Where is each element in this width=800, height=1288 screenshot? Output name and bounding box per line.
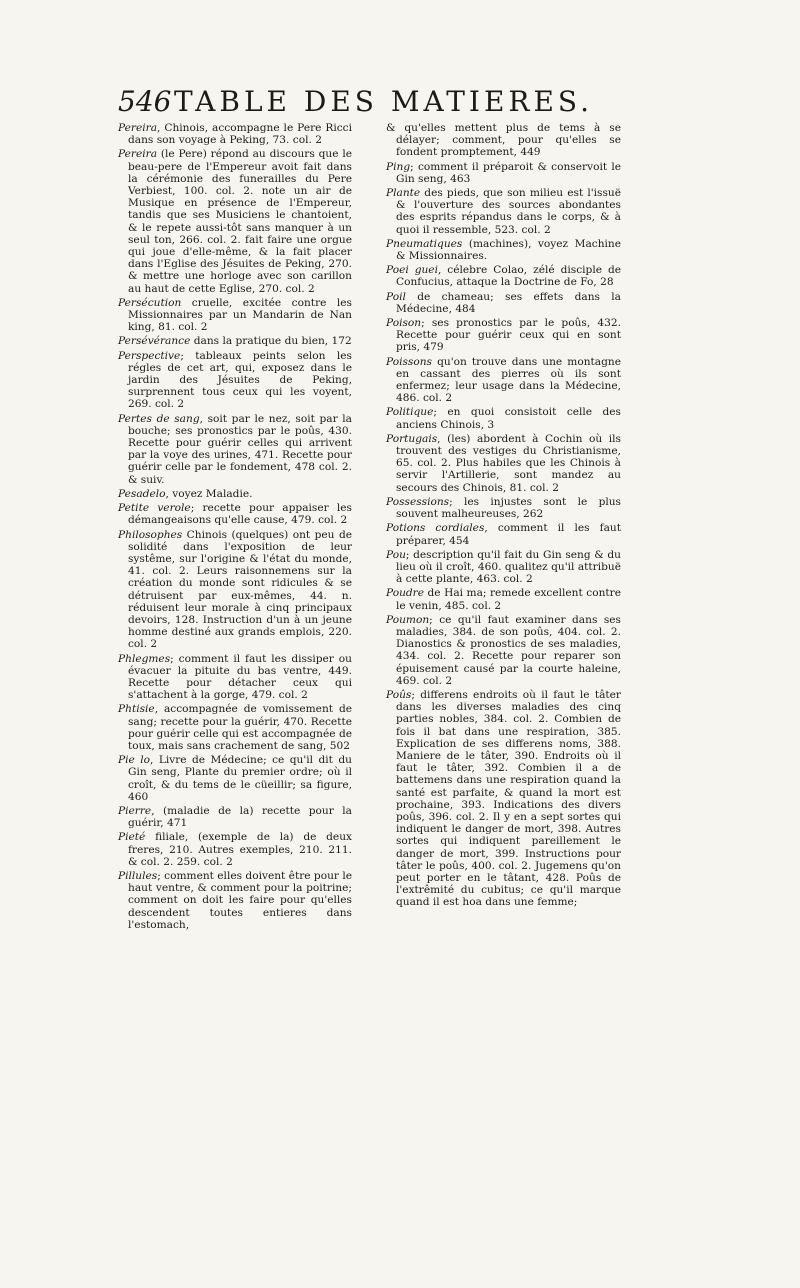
entry-text: de Hai ma; remede excellent contre le venin, 485. col. 2 [396, 587, 621, 612]
page-header [118, 82, 798, 122]
index-entry [386, 549, 621, 586]
entry-text: , accompagnée de vomissement de sang; recette pour la guérir, 470. Recette pour guérir celle qui est accompagnée de toux, mais sans crachement de sang, 502 [128, 703, 352, 752]
entry-headword: Petite verole [118, 502, 191, 515]
index-entry [386, 406, 621, 430]
index-entry [386, 433, 621, 494]
entry-text: ; comment il faut les dissiper ou évacuer la pituite du bas ventre, 449. Recette pour détacher ceux qui s'attachent à la gorge, 479. col. 2 [128, 652, 352, 702]
entry-headword: Pereira [118, 148, 158, 161]
entry-headword: Perspective [118, 349, 181, 362]
entry-text: des pieds, que son milieu est l'issuë & l'ouverture des sources abondantes des esprits répandus dans le corps, & à quoi il ressemble, 523. col. 2 [396, 187, 621, 236]
entry-headword: Persécution [118, 296, 182, 309]
entry-text: (machines), voyez Machine & Missionnaires. [396, 237, 621, 263]
entry-headword: Poûs [386, 688, 412, 701]
entry-text: ; comment il préparoit & conservoit le Gin seng, 463 [396, 160, 621, 185]
index-entry [386, 689, 621, 909]
entry-headword: Pie lo [118, 754, 151, 767]
entry-text: (le Pere) répond au discours que le beau-pere de l'Empereur avoit fait dans la cérémonie des funerailles du Pere Verbiest, 100. col. 2. note un air de Musique en présence de l'Empereur, tandis que ses Musiciens le chantoient, & le repete aussi-tôt sans manquer à un seul ton, 266. col. 2. fait faire une orgue qui joue d'elle-même, & la fait placer dans l'Eglise des Jésuites de Peking, 270. & mettre une horloge avec son carillon au haut de cette Eglise, 270. col. 2 [128, 148, 352, 295]
entry-text: & qu'elles mettent plus de tems à se délayer; comment, pour qu'elles se fondent promptement, 449 [386, 122, 621, 159]
entry-text: ; les injustes sont le plus souvent malheureuses, 262 [396, 495, 621, 521]
entry-headword: Philosophes [118, 528, 183, 541]
index-entry [118, 297, 352, 334]
entry-text: ; recette pour appaiser les démangeaisons qu'elle cause, 479. col. 2 [128, 502, 352, 527]
entry-headword: Poei guei [386, 264, 438, 277]
entry-text: Chinois (quelques) ont peu de solidité dans l'exposition de leur systême, sur l'origine & l'état du monde, 41. col. 2. Leurs raisonnemens sur la création du monde sont ridicules & se détruisent par eux-mêmes, 44. n. réduisent leur morale à cinq principaux devoirs, 128. Instruction d'un à un jeune homme destiné aux grands emplois, 220. col. 2 [128, 528, 352, 651]
entry-headword: Poison [386, 317, 422, 330]
entry-text: cruelle, excitée contre les Missionnaires par un Mandarin de Nan king, 81. col. 2 [128, 296, 352, 334]
index-entry [386, 496, 621, 520]
index-entry [386, 238, 621, 262]
index-entry [386, 122, 621, 159]
entry-headword: Phtisie [118, 703, 155, 716]
entry-text: de chameau; ses effets dans la Médecine, 484 [396, 290, 621, 315]
entry-text: qu'on trouve dans une montagne en cassant des pierres où ils sont enfermez; leur usage dans la Médecine, 486. col. 2 [396, 355, 621, 405]
index-entry [386, 614, 621, 687]
index-entry [118, 754, 352, 803]
index-entry [118, 350, 352, 411]
entry-text: , voyez Maladie. [165, 487, 253, 500]
index-entry [118, 148, 352, 294]
running-title: TABLE DES MATIERES. [174, 85, 593, 118]
entry-headword: Poudre [386, 587, 425, 600]
index-entry [386, 522, 621, 546]
index-entry [386, 161, 621, 185]
entry-text: , célebre Colao, zélé disciple de Confucius, attaque la Doctrine de Fo, 28 [396, 264, 621, 289]
entry-text: , Livre de Médecine; ce qu'il dit du Gin seng, Plante du premier ordre; où il croît, & du tems de le cüeillir; sa figure, 460 [128, 754, 352, 803]
entry-headword: Pereira [118, 122, 158, 134]
entry-headword: Possessions [386, 495, 450, 508]
entry-text: dans la pratique du bien, 172 [190, 335, 352, 348]
entry-text: filiale, (exemple de la) de deux freres, 210. Autres exemples, 210. 211. & col. 2. 259. col. 2 [128, 831, 352, 868]
index-entry [118, 529, 352, 651]
index-entry [118, 335, 352, 347]
entry-headword: Plante [386, 187, 421, 200]
index-entry [118, 122, 352, 146]
entry-text: ; description qu'il fait du Gin seng & du lieu où il croît, 460. qualitez qu'il attribuë à cette plante, 463. col. 2 [396, 548, 621, 586]
index-entry [118, 653, 352, 702]
index-entry [118, 488, 352, 500]
index-column-left [118, 122, 352, 933]
index-entry [386, 356, 621, 405]
index-entry [118, 831, 352, 868]
index-entry [386, 187, 621, 236]
entry-headword: Potions cordiales [386, 522, 485, 535]
index-entry [118, 703, 352, 752]
index-entry [118, 805, 352, 829]
entry-headword: Poil [386, 290, 406, 303]
index-entry [118, 870, 352, 931]
entry-text: , (maladie de la) recette pour la guérir, 471 [128, 804, 352, 830]
entry-headword: Phlegmes [118, 652, 171, 665]
index-entry [386, 317, 621, 354]
entry-text: ; comment elles doivent être pour le haut ventre, & comment pour la poitrine; comment on doit les faire pour qu'elles descendent toutes entieres dans l'estomach, [128, 869, 352, 931]
entry-headword: Poissons [386, 355, 432, 368]
entry-headword: Portugais [386, 432, 438, 445]
entry-text: ; ses pronostics par le poûs, 432. Recette pour guérir ceux qui en sont pris, 479 [396, 317, 621, 354]
index-entry [386, 587, 621, 611]
entry-text: ; tableaux peints selon les régles de cet art, qui, exposez dans le jardin des Jésuites de Peking, surprennent tous ceux qui les voyent, 269. col. 2 [128, 349, 352, 411]
entry-headword: Pneumatiques [386, 237, 463, 250]
index-entry [118, 413, 352, 486]
entry-text: , Chinois, accompagne le Pere Ricci dans son voyage à Peking, 73. col. 2 [128, 122, 352, 147]
entry-headword: Persévérance [118, 335, 191, 348]
entry-headword: Politique [386, 406, 434, 419]
entry-headword: Ping [386, 160, 411, 173]
entry-text: , comment il les faut préparer, 454 [396, 522, 621, 547]
index-entry [386, 291, 621, 315]
entry-headword: Pertes de sang [118, 412, 200, 425]
entry-text: ; en quoi consistoit celle des anciens Chinois, 3 [396, 406, 621, 431]
entry-headword: Pieté [118, 831, 146, 844]
entry-headword: Pillules [118, 869, 158, 882]
entry-headword: Poumon [386, 613, 430, 626]
page-number: 546 [118, 85, 172, 118]
entry-text: , soit par le nez, soit par la bouche; ses pronostics par le poûs, 430. Recette pour guérir celles qui arrivent par la voye des urines, 471. Recette pour guérir celle par le fondement, 478 col. 2. & suiv. [128, 412, 352, 486]
entry-headword: Pierre [118, 804, 152, 817]
index-column-right [386, 122, 621, 911]
index-entry [386, 264, 621, 288]
entry-text: , (les) abordent à Cochin où ils trouvent des vestiges du Christianisme, 65. col. 2. Plus habiles que les Chinois à servir l'Artillerie, sont mandez au secours des Chinois, 81. col. 2 [396, 432, 621, 494]
index-entry [118, 502, 352, 526]
entry-headword: Pou [386, 548, 406, 561]
entry-headword: Pesadelo [118, 487, 166, 500]
entry-text: ; ce qu'il faut examiner dans ses maladies, 384. de son poûs, 404. col. 2. Dianostics & pronostics de ses maladies, 434. col. 2. Recette pour reparer son épuisement causé par la courte haleine, 469. col. 2 [396, 613, 621, 687]
entry-text: ; differens endroits où il faut le tâter dans les diverses maladies des cinq parties nobles, 384. col. 2. Combien de fois il bat dans une respiration, 385. Explication de ses differens noms, 388. Maniere de le tâter, 390. Endroits où il faut le tâter, 392. Combien il a de battemens dans une respiration quand la santé est parfaite, & quand la mort est prochaine, 393. Indications des divers poûs, 396. col. 2. Il y en a sept sortes qui indiquent le danger de mort, 398. Autres sortes qui indiquent pareillement le danger de mort, 399. Instructions pour tâter le poûs, 400. col. 2. Jugemens qu'on peut porter en le tâtant, 428. Poûs de l'extrêmité du cubitus; ce qu'il marque quand il est hoa dans une femme; [396, 688, 621, 909]
